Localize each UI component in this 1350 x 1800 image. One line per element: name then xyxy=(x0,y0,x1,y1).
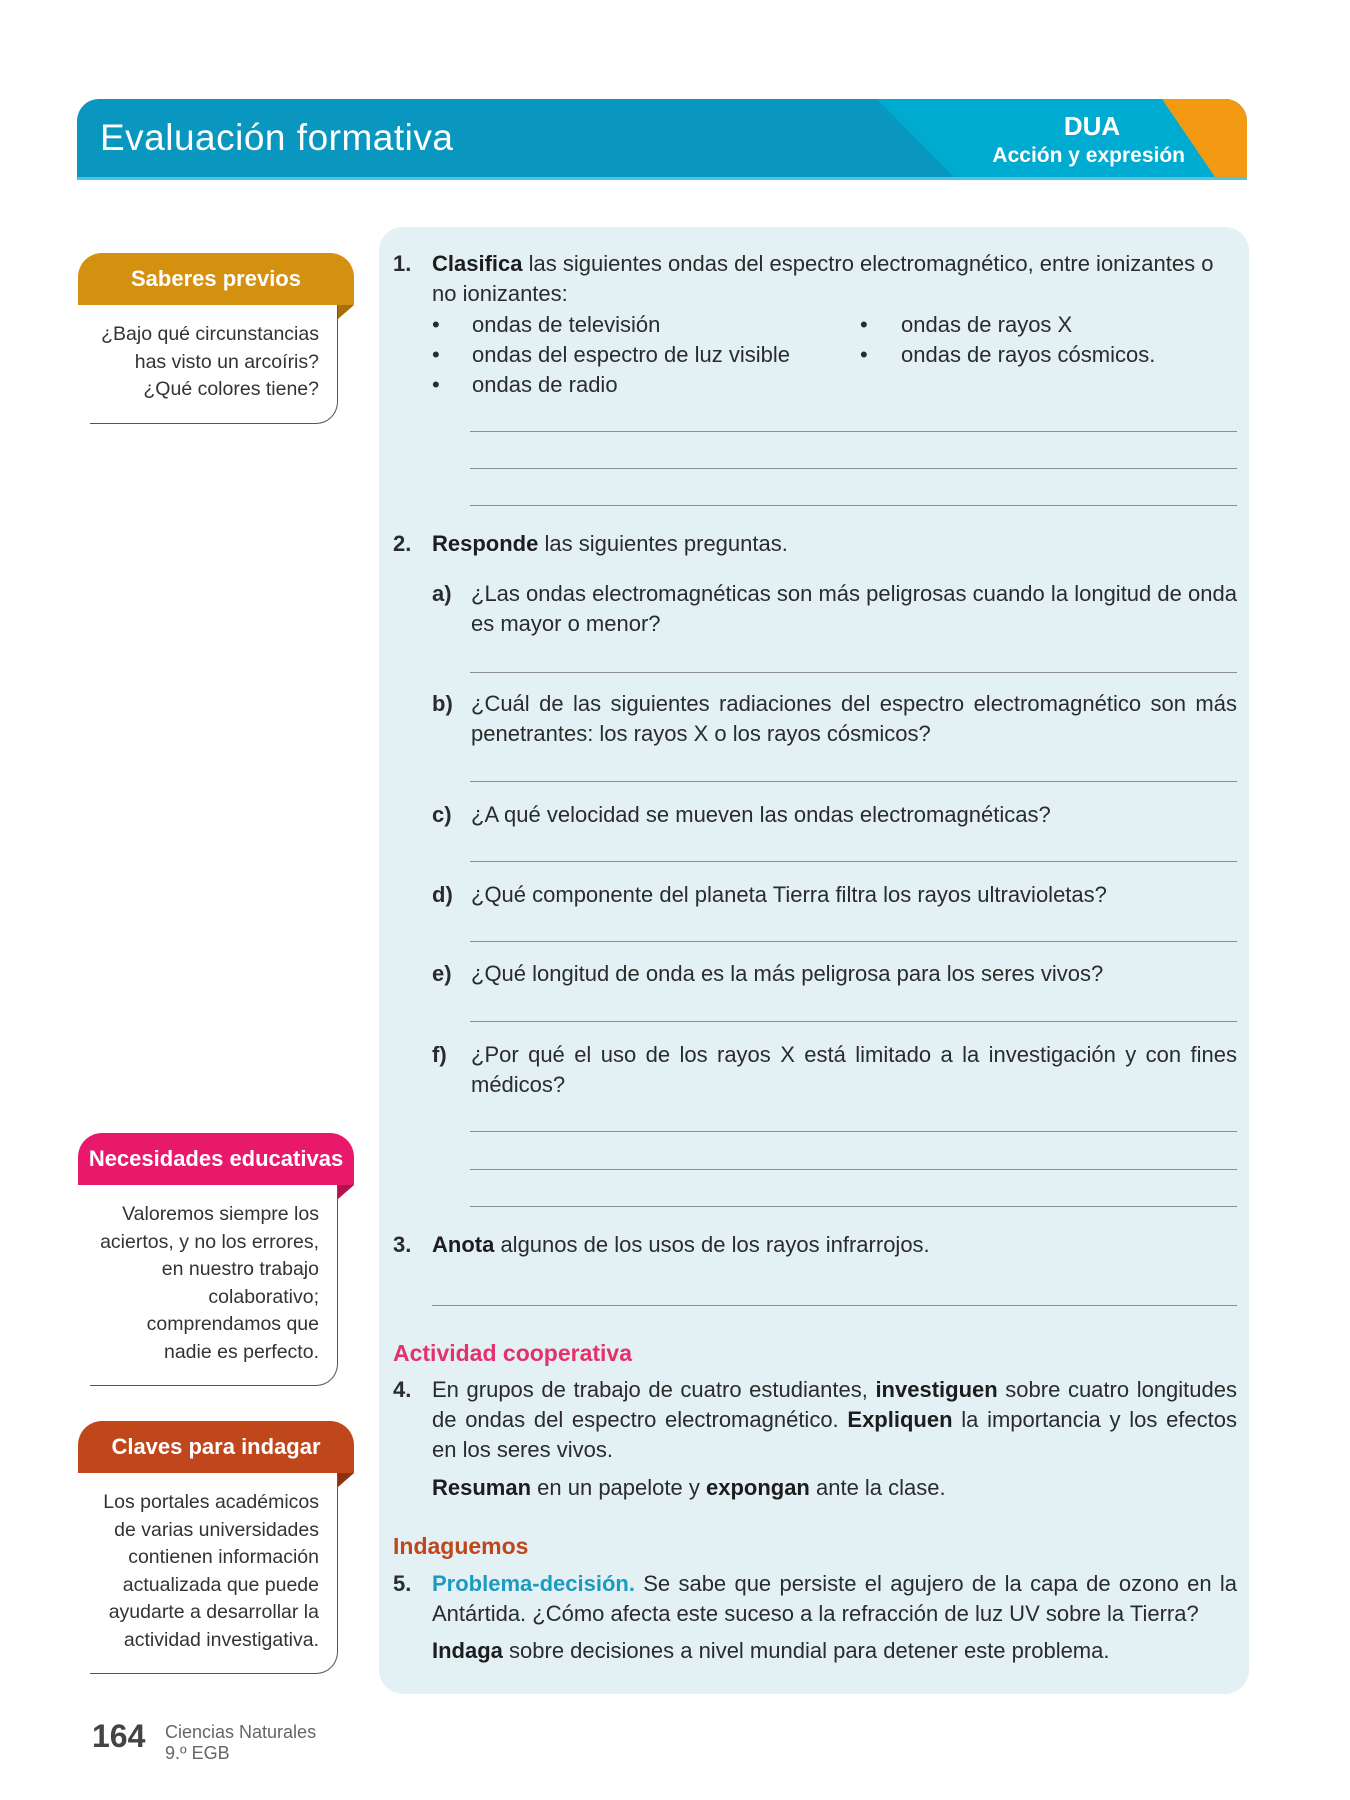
sub-question: ¿Cuál de las siguientes radiaciones del espectro electromagnético son más penetrantes: los rayos X o los rayos cósmicos? xyxy=(471,691,1237,746)
text: la importancia y los efectos en los seres vivos. xyxy=(432,1407,1237,1462)
question-number: 2. xyxy=(393,531,412,556)
verb: Resuman xyxy=(432,1475,532,1500)
question-3-text xyxy=(432,1230,930,1260)
answer-line[interactable] xyxy=(470,468,1237,469)
question-4-text xyxy=(432,1375,1237,1465)
answer-line[interactable] xyxy=(470,861,1237,862)
question-number: 3. xyxy=(393,1232,412,1257)
question-1-text xyxy=(432,249,1213,279)
bullet: • xyxy=(432,342,440,367)
subject-label: Ciencias Naturales xyxy=(165,1722,317,1742)
text-line: Valoremos siempre los xyxy=(122,1203,319,1225)
page-number: 164 xyxy=(92,1718,146,1754)
question-1-text-cont: no ionizantes: xyxy=(432,281,568,306)
text: algunos de los usos de los rayos infrarrojos. xyxy=(494,1232,930,1257)
text-line: actividad investigativa. xyxy=(123,1628,319,1651)
answer-line[interactable] xyxy=(470,941,1237,942)
text-line: Los portales académicos xyxy=(103,1491,319,1513)
bullet: • xyxy=(860,342,868,367)
list-item: ondas del espectro de luz visible xyxy=(472,342,790,367)
text-line: aciertos, y no los errores, xyxy=(100,1230,319,1253)
text: En grupos de trabajo de cuatro estudiantes, xyxy=(432,1377,876,1402)
sub-question: ¿Por qué el uso de los rayos X está limitado a la investigación y con fines médicos? xyxy=(471,1042,1237,1097)
question-5-text xyxy=(432,1569,1237,1629)
text-line: nadie es perfecto. xyxy=(163,1340,319,1363)
text-line: comprendamos que xyxy=(146,1313,319,1335)
sidebar-title-claves: Claves para indagar xyxy=(78,1421,354,1473)
header-underline xyxy=(77,177,1247,180)
answer-line[interactable] xyxy=(470,781,1237,782)
question-number: 1. xyxy=(393,251,412,276)
text-line: en nuestro trabajo xyxy=(161,1258,319,1280)
list-item: ondas de televisión xyxy=(472,312,661,337)
dua-subtitle: Acción y expresión xyxy=(992,144,1185,167)
answer-line[interactable] xyxy=(470,1206,1237,1207)
sidebar-text-necesidades xyxy=(84,1201,319,1366)
page-title: Evaluación formativa xyxy=(100,117,454,158)
sidebar-title-necesidades: Necesidades educativas xyxy=(78,1133,354,1185)
item-letter: c) xyxy=(432,802,452,827)
text-line: actualizada que puede xyxy=(122,1573,319,1596)
indaguemos-heading: Indaguemos xyxy=(393,1533,529,1559)
list-item: ondas de rayos X xyxy=(901,312,1073,337)
sub-question: ¿Qué longitud de onda es la más peligrosa para los seres vivos? xyxy=(471,961,1104,986)
verb: Anota xyxy=(432,1232,495,1257)
text-line: ¿Qué colores tiene? xyxy=(143,378,319,400)
verb: Indaga xyxy=(432,1638,503,1663)
item-letter: a) xyxy=(432,581,452,606)
verb: Clasifica xyxy=(432,251,523,276)
sidebar-text-saberes xyxy=(84,321,319,404)
text: sobre decisiones a nivel mundial para detener este problema. xyxy=(502,1638,1110,1663)
answer-line[interactable] xyxy=(470,672,1237,673)
verb: investiguen xyxy=(875,1377,998,1402)
bullet: • xyxy=(860,312,868,337)
cooperative-heading: Actividad cooperativa xyxy=(393,1340,633,1366)
sidebar-title-saberes: Saberes previos xyxy=(78,253,354,305)
list-item: ondas de radio xyxy=(472,372,618,397)
answer-line[interactable] xyxy=(432,1305,1237,1306)
answer-line[interactable] xyxy=(470,505,1237,506)
verb: expongan xyxy=(705,1475,810,1500)
problem-label: Problema-decisión. xyxy=(432,1571,635,1596)
text: sobre cuatro longitudes de ondas del espectro electromagnético. xyxy=(432,1377,1237,1432)
verb: Responde xyxy=(432,531,539,556)
dua-badge: DUA xyxy=(1063,111,1121,141)
question-2-text xyxy=(432,529,788,559)
sub-question: ¿Qué componente del planeta Tierra filtra los rayos ultravioletas? xyxy=(471,882,1107,907)
text: las siguientes ondas del espectro electromagnético, entre ionizantes o xyxy=(522,251,1214,276)
text: las siguientes preguntas. xyxy=(538,531,788,556)
grade-label: 9.º EGB xyxy=(165,1743,230,1763)
section-header xyxy=(77,99,1247,180)
sub-question: ¿Las ondas electromagnéticas son más peligrosas cuando la longitud de onda es mayor o menor? xyxy=(471,581,1237,636)
answer-line[interactable] xyxy=(470,431,1237,432)
text: Se sabe que persiste el agujero de la capa de ozono en la Antártida. ¿Cómo afecta este suceso a la refracción de luz UV sobre la Tierra? xyxy=(432,1571,1237,1626)
bullet: • xyxy=(432,372,440,397)
text-line: ayudarte a desarrollar la xyxy=(108,1601,319,1623)
sub-question: ¿A qué velocidad se mueven las ondas electromagnéticas? xyxy=(471,802,1051,827)
text: en un papelote y xyxy=(531,1475,706,1500)
text-line: contienen información xyxy=(128,1546,319,1568)
answer-line[interactable] xyxy=(470,1169,1237,1170)
text-line: ¿Bajo qué circunstancias xyxy=(101,323,319,345)
fold xyxy=(338,1185,354,1199)
fold xyxy=(338,305,354,319)
text: ante la clase. xyxy=(809,1475,946,1500)
item-letter: d) xyxy=(432,882,453,907)
list-item: ondas de rayos cósmicos. xyxy=(901,342,1156,367)
item-letter: b) xyxy=(432,691,453,716)
fold xyxy=(338,1473,354,1487)
verb: Expliquen xyxy=(847,1407,953,1432)
sidebar-text-claves xyxy=(84,1489,319,1654)
question-4-text-cont xyxy=(432,1473,946,1503)
answer-line[interactable] xyxy=(470,1131,1237,1132)
text-line: colaborativo; xyxy=(208,1285,319,1308)
text-line: has visto un arcoíris? xyxy=(134,350,319,373)
text-line: de varias universidades xyxy=(114,1518,319,1541)
question-5-text-cont xyxy=(432,1636,1110,1666)
question-number: 5. xyxy=(393,1571,412,1596)
bullet: • xyxy=(432,312,440,337)
answer-line[interactable] xyxy=(470,1021,1237,1022)
question-number: 4. xyxy=(393,1377,412,1402)
item-letter: f) xyxy=(432,1042,447,1067)
item-letter: e) xyxy=(432,961,452,986)
